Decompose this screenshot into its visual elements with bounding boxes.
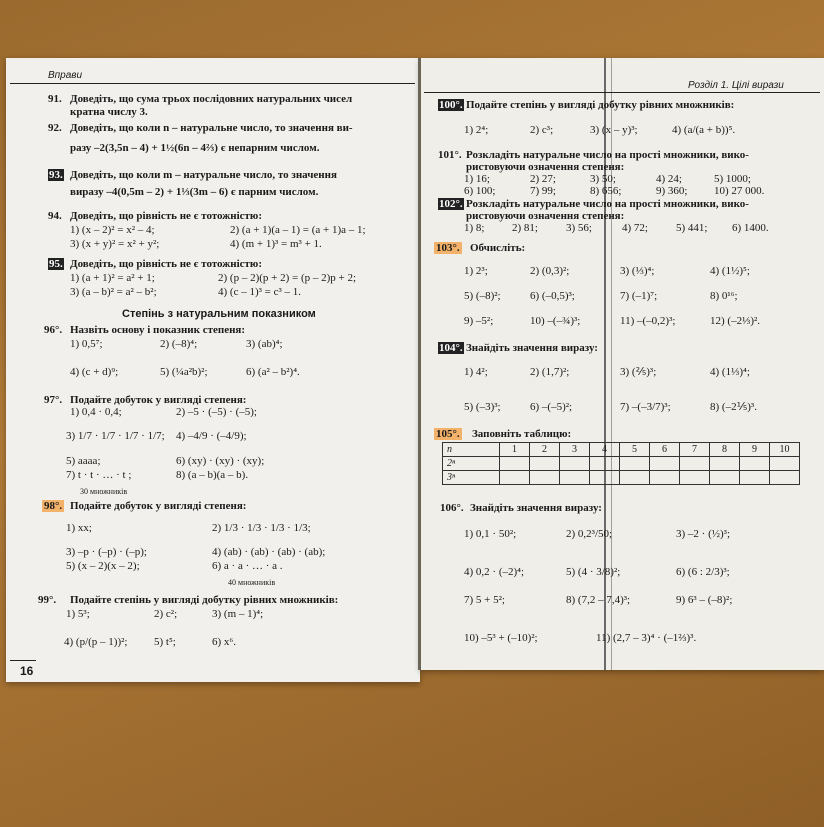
exercise-text: Доведіть, що рівність не є тотожністю: xyxy=(70,258,263,270)
exercise-item: 4) –4/9 · (–4/9); xyxy=(176,430,247,442)
exercise-item: 3) 50; xyxy=(590,173,616,185)
exercise-number: 103°. xyxy=(436,242,460,254)
table-header-cell: 7 xyxy=(680,443,710,457)
exercise-item: 3) (a – b)² = a² – b²; xyxy=(70,286,157,298)
exercise-item: 3) 56; xyxy=(566,222,592,234)
exercise-item: 5) (–3)³; xyxy=(464,401,501,413)
exercise-text: Доведіть, що рівність не є тотожністю: xyxy=(70,210,263,222)
exercise-number: 105°. xyxy=(436,428,460,440)
table-header-cell: 4 xyxy=(590,443,620,457)
table-header-cell: 1 xyxy=(500,443,530,457)
exercise-item: 1) 2³; xyxy=(464,265,488,277)
exercise-text: виразу –4(0,5m – 2) + 1⅓(3m – 6) є парним числом. xyxy=(70,186,319,198)
header-rule xyxy=(424,92,820,93)
exercise-item: 3) (⅖)³; xyxy=(620,366,657,378)
exercise-text: Подайте добуток у вигляді степеня: xyxy=(70,394,247,406)
exercise-item: 4) 24; xyxy=(656,173,682,185)
exercise-text: ристовуючи означення степеня: xyxy=(466,210,625,222)
exercise-text: Розкладіть натуральне число на прості множники, вико- xyxy=(466,198,749,210)
exercise-number: 100°. xyxy=(439,99,463,111)
exercise-item: 12) (–2⅓)². xyxy=(710,315,761,327)
exercise-number: 94. xyxy=(48,210,62,222)
table-row-label: 3ⁿ xyxy=(443,471,500,485)
table-header-cell: 2 xyxy=(530,443,560,457)
exercise-text: Доведіть, що коли m – натуральне число, то значення xyxy=(70,169,337,181)
exercise-item: 6) a · a · … · a . xyxy=(212,560,283,572)
exercise-item: 8) 0¹⁶; xyxy=(710,290,738,302)
exercise-item: 3) (⅓)⁴; xyxy=(620,265,655,277)
underbrace-label: 30 множників xyxy=(80,487,128,496)
exercise-item: 5) (x – 2)(x – 2); xyxy=(66,560,140,572)
exercise-item: 5) (4 · 3/8)²; xyxy=(566,566,621,578)
exercise-item: 6) (–0,5)³; xyxy=(530,290,575,302)
exercise-item: 3) (x + y)² = x² + y²; xyxy=(70,238,160,250)
exercise-text: ристовуючи означення степеня: xyxy=(466,161,625,173)
exercise-item: 6) x⁶. xyxy=(212,636,236,648)
exercise-item: 4) 72; xyxy=(622,222,648,234)
exercise-item: 4) (c – 1)³ = c³ – 1. xyxy=(218,286,302,298)
exercise-item: 1) 8; xyxy=(464,222,485,234)
page-number-rule xyxy=(10,660,36,661)
exercise-item: 9) 360; xyxy=(656,185,688,197)
underbrace-label: 40 множників xyxy=(228,578,276,587)
table-header-cell: n xyxy=(443,443,500,457)
exercise-text: Розкладіть натуральне число на прості множники, вико- xyxy=(466,149,749,161)
exercise-item: 1) 2⁴; xyxy=(464,124,489,136)
exercise-item: 5) 1000; xyxy=(714,173,751,185)
powers-table xyxy=(442,442,800,485)
exercise-item: 2) 81; xyxy=(512,222,538,234)
exercise-item: 9) –5²; xyxy=(464,315,494,327)
header-rule xyxy=(10,83,415,84)
exercise-item: 6) (6 : 2/3)³; xyxy=(676,566,730,578)
exercise-item: 7) (–1)⁷; xyxy=(620,290,658,302)
exercise-item: 1) (a + 1)² = a² + 1; xyxy=(70,272,155,284)
table-header-cell: 5 xyxy=(620,443,650,457)
exercise-item: 4) (m + 1)³ = m³ + 1. xyxy=(230,238,322,250)
exercise-item: 1) 5³; xyxy=(66,608,90,620)
exercise-item: 3) 1/7 · 1/7 · 1/7 · 1/7; xyxy=(66,430,165,442)
exercise-item: 4) (a/(a + b))⁵. xyxy=(672,124,736,136)
exercise-item: 11) –(–0,2)³; xyxy=(620,315,676,327)
left-page-header: Вправи xyxy=(48,70,83,81)
exercise-item: 3) (x – y)³; xyxy=(590,124,638,136)
exercise-item: 3) –2 · (½)³; xyxy=(676,528,731,540)
exercise-item: 6) –(–5)²; xyxy=(530,401,573,413)
table-header-cell: 9 xyxy=(740,443,770,457)
exercise-text: Знайдіть значення виразу: xyxy=(470,502,602,514)
section-title: Степінь з натуральним показником xyxy=(122,308,316,320)
exercise-text: Обчисліть: xyxy=(470,242,526,254)
exercise-item: 10) –5³ + (–10)²; xyxy=(464,632,538,644)
exercise-item: 2) (a + 1)(a – 1) = (a + 1)a – 1; xyxy=(230,224,366,236)
exercise-item: 2) 0,2³/50; xyxy=(566,528,613,540)
table-header-cell: 8 xyxy=(710,443,740,457)
exercise-item: 6) 1400. xyxy=(732,222,769,234)
exercise-item: 2) (p – 2)(p + 2) = (p – 2)p + 2; xyxy=(218,272,357,284)
table-header-cell: 10 xyxy=(770,443,800,457)
exercise-item: 5) 441; xyxy=(676,222,708,234)
page-number: 16 xyxy=(20,664,34,678)
exercise-item: 2) c²; xyxy=(154,608,178,620)
exercise-item: 11) (2,7 – 3)⁴ · (–1⅔)³. xyxy=(596,632,697,644)
exercise-item: 1) xx; xyxy=(66,522,92,534)
exercise-item: 2) (1,7)²; xyxy=(530,366,570,378)
exercise-number: 102°. xyxy=(439,198,463,210)
exercise-item: 10) 27 000. xyxy=(714,185,765,197)
exercise-text: Подайте добуток у вигляді степеня: xyxy=(70,500,247,512)
exercise-item: 5) t⁵; xyxy=(154,636,176,648)
exercise-item: 5) (–8)²; xyxy=(464,290,501,302)
exercise-item: 1) 16; xyxy=(464,173,490,185)
exercise-item: 3) –p · (–p) · (–p); xyxy=(66,546,147,558)
exercise-item: 1) 4²; xyxy=(464,366,488,378)
exercise-item: 4) (ab) · (ab) · (ab) · (ab); xyxy=(212,546,326,558)
exercise-item: 9) 6³ – (–8)²; xyxy=(676,594,733,606)
table-row-label: 2ⁿ xyxy=(443,457,500,471)
exercise-item: 4) (c + d)⁹; xyxy=(70,366,119,378)
exercise-item: 1) 0,5⁷; xyxy=(70,338,103,350)
exercise-number: 106°. xyxy=(440,502,464,514)
exercise-item: 6) 100; xyxy=(464,185,496,197)
exercise-item: 7) 99; xyxy=(530,185,556,197)
exercise-item: 7) –(–3/7)³; xyxy=(620,401,671,413)
exercise-item: 2) (–8)⁴; xyxy=(160,338,198,350)
exercise-item: 8) (–2⅕)³. xyxy=(710,401,757,413)
exercise-text: Назвіть основу і показник степеня: xyxy=(70,324,246,336)
exercise-item: 2) 1/3 · 1/3 · 1/3 · 1/3; xyxy=(212,522,311,534)
table-row xyxy=(443,471,800,485)
exercise-item: 6) (xy) · (xy) · (xy); xyxy=(176,455,265,467)
exercise-item: 2) 27; xyxy=(530,173,556,185)
exercise-item: 4) (1½)⁵; xyxy=(710,265,750,277)
book-spine xyxy=(418,58,421,670)
exercise-text: Заповніть таблицю: xyxy=(472,428,572,440)
exercise-item: 1) 0,1 · 50²; xyxy=(464,528,517,540)
exercise-item: 8) 656; xyxy=(590,185,622,197)
exercise-number: 93. xyxy=(49,169,63,181)
exercise-text: кратна числу 3. xyxy=(70,106,148,118)
exercise-number: 92. xyxy=(48,122,62,134)
right-page-header: Розділ 1. Цілі вирази xyxy=(688,80,784,91)
exercise-item: 7) t · t · … · t ; xyxy=(66,469,132,481)
exercise-item: 5) (¼a²b)²; xyxy=(160,366,208,378)
exercise-item: 1) (x – 2)² = x² – 4; xyxy=(70,224,155,236)
exercise-number: 95. xyxy=(49,258,63,270)
exercise-item: 2) c³; xyxy=(530,124,554,136)
exercise-item: 7) 5 + 5²; xyxy=(464,594,505,606)
table-header-cell: 6 xyxy=(650,443,680,457)
exercise-text: Знайдіть значення виразу: xyxy=(466,342,598,354)
exercise-number: 91. xyxy=(48,93,62,105)
exercise-text: разу –2(3,5n – 4) + 1½(6n – 4⅔) є непарним числом. xyxy=(70,142,320,154)
exercise-text: Подайте степінь у вигляді добутку рівних множників: xyxy=(466,99,735,111)
exercise-item: 3) (ab)⁴; xyxy=(246,338,283,350)
exercise-item: 8) (7,2 – 7,4)³; xyxy=(566,594,631,606)
exercise-item: 1) 0,4 · 0,4; xyxy=(70,406,122,418)
exercise-item: 3) (m – 1)⁴; xyxy=(212,608,264,620)
exercise-item: 10) –(–¾)³; xyxy=(530,315,581,327)
exercise-item: 4) 0,2 · (–2)⁴; xyxy=(464,566,525,578)
exercise-number: 104°. xyxy=(439,342,463,354)
table-row xyxy=(443,443,800,457)
exercise-number: 101°. xyxy=(438,149,462,161)
exercise-item: 2) –5 · (–5) · (–5); xyxy=(176,406,257,418)
exercise-text: Подайте степінь у вигляді добутку рівних множників: xyxy=(70,594,339,606)
exercise-number: 99°. xyxy=(38,594,57,606)
exercise-number: 96°. xyxy=(44,324,63,336)
exercise-item: 2) (0,3)²; xyxy=(530,265,570,277)
exercise-number: 97°. xyxy=(44,394,63,406)
exercise-item: 5) aaaa; xyxy=(66,455,101,467)
exercise-number: 98°. xyxy=(44,500,63,512)
exercise-item: 4) (p/(p – 1))²; xyxy=(64,636,128,648)
exercise-text: Доведіть, що сума трьох послідовних натуральних чисел xyxy=(70,93,353,105)
exercise-text: Доведіть, що коли n – натуральне число, то значення ви- xyxy=(70,122,353,134)
exercise-item: 4) (1⅓)⁴; xyxy=(710,366,750,378)
table-row xyxy=(443,457,800,471)
exercise-item: 8) (a – b)(a – b). xyxy=(176,469,249,481)
table-header-cell: 3 xyxy=(560,443,590,457)
exercise-item: 6) (a² – b²)⁴. xyxy=(246,366,300,378)
